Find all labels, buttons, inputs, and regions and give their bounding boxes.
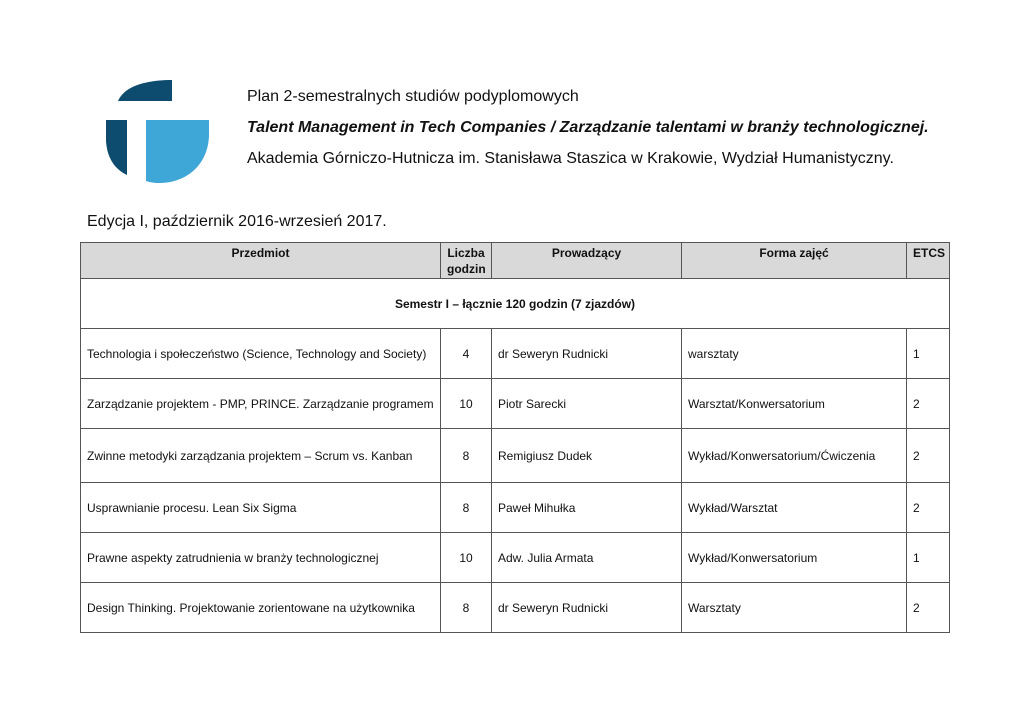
cell-subject: Usprawnianie procesu. Lean Six Sigma — [81, 483, 441, 533]
column-header-lecturer: Prowadzący — [492, 243, 682, 279]
edition-label: Edycja I, październik 2016-wrzesień 2017. — [87, 213, 387, 230]
semester-row — [81, 279, 950, 329]
cell-form: Wykład/Konwersatorium/Ćwiczenia — [682, 429, 907, 483]
cell-lecturer: Paweł Mihułka — [492, 483, 682, 533]
program-plan-title: Plan 2-semestralnych studiów podyplomowych — [247, 88, 579, 105]
cell-lecturer: Remigiusz Dudek — [492, 429, 682, 483]
cell-lecturer: dr Seweryn Rudnicki — [492, 329, 682, 379]
cell-ects: 1 — [907, 533, 950, 583]
cell-form: warsztaty — [682, 329, 907, 379]
cell-ects: 2 — [907, 429, 950, 483]
cell-hours: 4 — [441, 329, 492, 379]
institution-name: Akademia Górniczo-Hutnicza im. Stanisława Staszica w Krakowie, Wydział Humanistyczny. — [247, 150, 894, 167]
cell-subject: Design Thinking. Projektowanie zorientowane na użytkownika — [81, 583, 441, 633]
table-row — [81, 329, 950, 379]
cell-hours: 8 — [441, 429, 492, 483]
cell-form: Warsztat/Konwersatorium — [682, 379, 907, 429]
column-header-hours: Liczba godzin — [441, 243, 492, 279]
column-header-ects: ETCS — [907, 243, 950, 279]
column-header-subject: Przedmiot — [81, 243, 441, 279]
semester-label: Semestr I – łącznie 120 godzin (7 zjazdów) — [81, 279, 950, 329]
cell-subject: Technologia i społeczeństwo (Science, Technology and Society) — [81, 329, 441, 379]
cell-lecturer: dr Seweryn Rudnicki — [492, 583, 682, 633]
cell-form: Wykład/Konwersatorium — [682, 533, 907, 583]
cell-ects: 2 — [907, 483, 950, 533]
cell-form: Warsztaty — [682, 583, 907, 633]
cell-ects: 2 — [907, 583, 950, 633]
cell-lecturer: Piotr Sarecki — [492, 379, 682, 429]
cell-ects: 2 — [907, 379, 950, 429]
cell-hours: 10 — [441, 533, 492, 583]
logo-main-shape — [146, 120, 209, 183]
study-plan-table — [80, 242, 950, 633]
program-name: Talent Management in Tech Companies / Zarządzanie talentami w branży technologicznej. — [247, 119, 929, 136]
cell-hours: 8 — [441, 483, 492, 533]
cell-subject: Zwinne metodyki zarządzania projektem – Scrum vs. Kanban — [81, 429, 441, 483]
document-header — [247, 86, 929, 179]
table-row — [81, 379, 950, 429]
cell-subject: Prawne aspekty zatrudnienia w branży technologicznej — [81, 533, 441, 583]
cell-form: Wykład/Warsztat — [682, 483, 907, 533]
table-row — [81, 533, 950, 583]
institution-logo — [104, 79, 212, 185]
cell-ects: 1 — [907, 329, 950, 379]
table-row — [81, 483, 950, 533]
cell-hours: 8 — [441, 583, 492, 633]
cell-hours: 10 — [441, 379, 492, 429]
column-header-form: Forma zajęć — [682, 243, 907, 279]
logo-left-bar — [106, 120, 127, 175]
table-row — [81, 429, 950, 483]
cell-subject: Zarządzanie projektem - PMP, PRINCE. Zarządzanie programem — [81, 379, 441, 429]
table-header-row — [81, 243, 950, 279]
logo-top-arc — [118, 80, 172, 101]
table-row — [81, 583, 950, 633]
cell-lecturer: Adw. Julia Armata — [492, 533, 682, 583]
